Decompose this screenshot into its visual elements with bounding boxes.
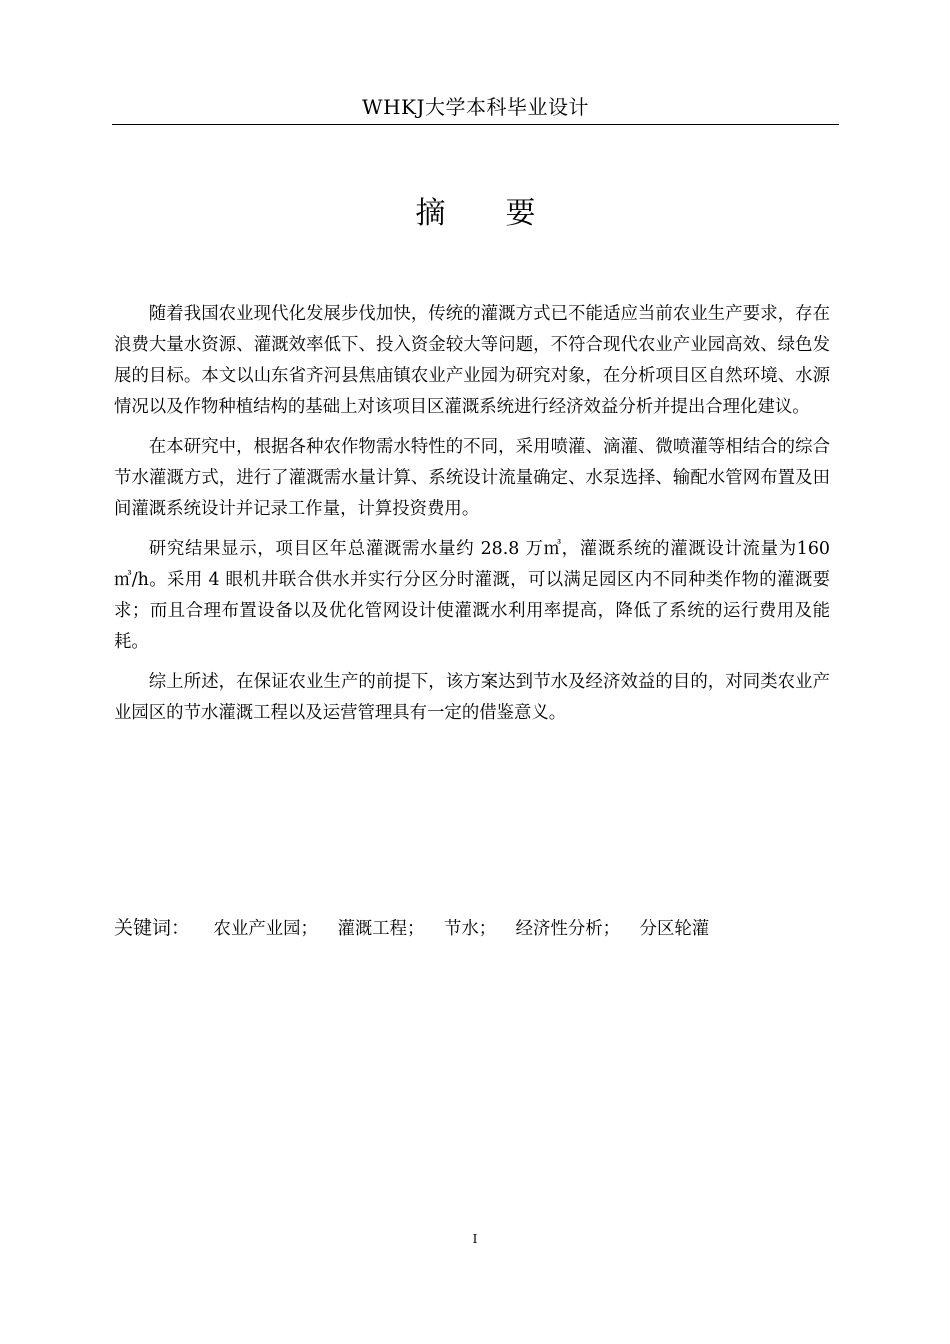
page-header: WHKJ大学本科毕业设计 bbox=[362, 95, 589, 119]
keyword-item: 经济性分析； bbox=[515, 919, 621, 939]
keywords-label: 关键词： bbox=[114, 917, 191, 939]
keyword-item: 分区轮灌 bbox=[639, 919, 710, 939]
abstract-body bbox=[114, 299, 830, 738]
page-number: I bbox=[472, 1232, 478, 1246]
abstract-paragraph-1: 随着我国农业现代化发展步伐加快，传统的灌溉方式已不能适应当前农业生产要求，存在浪费大量水资源、灌溉效率低下、投入资金较大等问题，不符合现代农业产业园高效、绿色发展的目标。本文以山东省齐河县焦庙镇农业产业园为研究对象，在分析项目区自然环境、水源情况以及作物种植结构的基础上对该项目区灌溉系统进行经济效益分析并提出合理化建议。 bbox=[114, 304, 830, 417]
keywords-line bbox=[114, 913, 830, 945]
keyword-item: 农业产业园； bbox=[213, 919, 318, 939]
keyword-item: 灌溉工程； bbox=[337, 919, 425, 939]
abstract-paragraph-4: 综上所述，在保证农业生产的前提下，该方案达到节水及经济效益的目的，对同类农业产业园区的节水灌溉工程以及运营管理具有一定的借鉴意义。 bbox=[114, 672, 830, 723]
abstract-paragraph-2: 在本研究中，根据各种农作物需水特性的不同，采用喷灌、滴灌、微喷灌等相结合的综合节水灌溉方式，进行了灌溉需水量计算、系统设计流量确定、水泵选择、输配水管网布置及田间灌溉系统设计并记录工作量，计算投资费用。 bbox=[114, 437, 830, 519]
abstract-title: 摘 要 bbox=[415, 196, 536, 231]
abstract-paragraph-3: 研究结果显示，项目区年总灌溉需水量约 28.8 万㎥，灌溉系统的灌溉设计流量为160㎥/h。采用 4 眼机井联合供水并实行分区分时灌溉，可以满足园区内不同种类作物的灌溉要求；而且合理布置设备以及优化管网设计使灌溉水利用率提高，降低了系统的运行费用及能耗。 bbox=[114, 539, 830, 652]
header-rule bbox=[112, 124, 839, 125]
keyword-item: 节水； bbox=[443, 919, 497, 939]
